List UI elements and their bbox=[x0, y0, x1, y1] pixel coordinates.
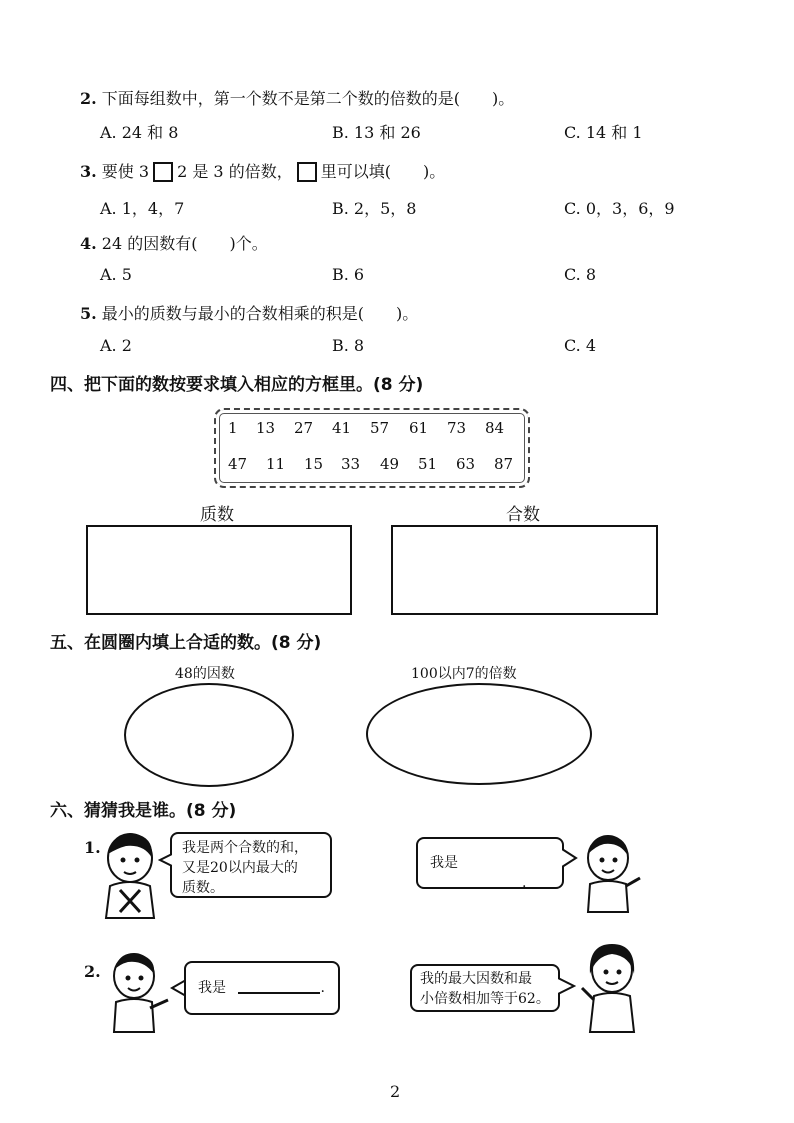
section-5-title: 五、在圆圈内填上合适的数。(8 分) bbox=[50, 633, 322, 653]
question-number: 3. bbox=[80, 162, 97, 181]
question-2 bbox=[80, 86, 514, 109]
number-item: 61 bbox=[409, 419, 429, 437]
question-text: 下面每组数中，第一个数不是第二个数的倍数的是( )。 bbox=[101, 89, 515, 108]
option-b[interactable]: B. 13 和 26 bbox=[332, 123, 421, 142]
number-item: 15 bbox=[304, 455, 324, 473]
speech-bubble bbox=[170, 832, 332, 898]
option-b[interactable]: B. 6 bbox=[332, 265, 365, 284]
question-text-pre: 要使 3 bbox=[101, 162, 150, 181]
factors-ellipse[interactable] bbox=[124, 683, 294, 787]
question-4 bbox=[80, 231, 268, 254]
clue-line: 我是两个合数的和， bbox=[182, 840, 308, 856]
option-b[interactable]: B. 8 bbox=[332, 336, 365, 355]
composite-answer-box[interactable] bbox=[391, 525, 658, 615]
speech-bubble bbox=[410, 964, 560, 1012]
question-number: 4. bbox=[80, 234, 97, 253]
boy-icon bbox=[104, 948, 170, 1034]
puzzle-2-number: 2. bbox=[84, 962, 101, 981]
page-number: 2 bbox=[390, 1082, 401, 1101]
question-3 bbox=[80, 159, 445, 182]
section-4-title: 四、把下面的数按要求填入相应的方框里。(8 分) bbox=[50, 375, 424, 395]
bubble-tail-icon bbox=[158, 852, 172, 868]
option-c[interactable]: C. 14 和 1 bbox=[564, 123, 643, 142]
option-a[interactable]: A. 1，4，7 bbox=[100, 199, 185, 218]
number-item: 41 bbox=[332, 419, 352, 437]
section-6-title: 六、猜猜我是谁。(8 分) bbox=[50, 801, 237, 821]
number-item: 73 bbox=[447, 419, 467, 437]
option-c[interactable]: C. 0，3，6，9 bbox=[564, 199, 675, 218]
number-item: 49 bbox=[380, 455, 400, 473]
bubble-tail-icon bbox=[558, 976, 576, 996]
boy-icon bbox=[578, 830, 646, 914]
number-item: 1 bbox=[228, 419, 238, 437]
factors-label: 48的因数 bbox=[175, 666, 235, 682]
clue-line: 小倍数相加等于62。 bbox=[420, 991, 550, 1007]
answer-blank[interactable] bbox=[238, 978, 320, 994]
question-text: 24 的因数有( )个。 bbox=[101, 234, 268, 253]
boy-icon bbox=[96, 828, 166, 920]
number-item: 33 bbox=[341, 455, 361, 473]
answer-prefix: 我是 bbox=[198, 980, 226, 996]
number-item: 57 bbox=[370, 419, 390, 437]
question-text: 最小的质数与最小的合数相乘的积是( )。 bbox=[101, 304, 419, 323]
bubble-tail-icon bbox=[562, 847, 578, 869]
option-a[interactable]: A. 5 bbox=[100, 265, 132, 284]
clue-line: 我的最大因数和最 bbox=[420, 971, 532, 987]
number-item: 11 bbox=[266, 455, 286, 473]
clue-line: 又是20以内最大的 bbox=[182, 860, 298, 876]
number-item: 51 bbox=[418, 455, 438, 473]
prime-label: 质数 bbox=[200, 505, 234, 525]
number-item: 84 bbox=[485, 419, 505, 437]
multiples-ellipse[interactable] bbox=[366, 683, 592, 785]
question-number: 5. bbox=[80, 304, 97, 323]
option-a[interactable]: A. 24 和 8 bbox=[100, 123, 179, 142]
question-text-post: 里可以填( )。 bbox=[320, 162, 446, 181]
number-item: 27 bbox=[294, 419, 314, 437]
answer-prefix: 我是 bbox=[430, 855, 458, 871]
multiples-label: 100以内7的倍数 bbox=[411, 666, 517, 682]
question-text-mid: 2 是 3 的倍数， bbox=[177, 162, 293, 181]
option-c[interactable]: C. 4 bbox=[564, 336, 597, 355]
puzzle-1-number: 1. bbox=[84, 838, 101, 857]
speech-bubble: 我是 . bbox=[184, 961, 340, 1015]
option-a[interactable]: A. 2 bbox=[100, 336, 132, 355]
clue-line: 质数。 bbox=[182, 880, 224, 896]
number-item: 87 bbox=[494, 455, 514, 473]
question-5 bbox=[80, 301, 418, 324]
answer-square[interactable] bbox=[153, 162, 173, 182]
option-b[interactable]: B. 2，5，8 bbox=[332, 199, 417, 218]
option-c[interactable]: C. 8 bbox=[564, 265, 597, 284]
number-item: 63 bbox=[456, 455, 476, 473]
answer-blank[interactable] bbox=[440, 873, 522, 889]
answer-square[interactable] bbox=[297, 162, 317, 182]
speech-bubble: 我是 . bbox=[416, 837, 564, 889]
number-item: 13 bbox=[256, 419, 276, 437]
prime-answer-box[interactable] bbox=[86, 525, 352, 615]
girl-icon bbox=[578, 938, 648, 1034]
composite-label: 合数 bbox=[506, 505, 540, 525]
question-number: 2. bbox=[80, 89, 97, 108]
number-item: 47 bbox=[228, 455, 248, 473]
